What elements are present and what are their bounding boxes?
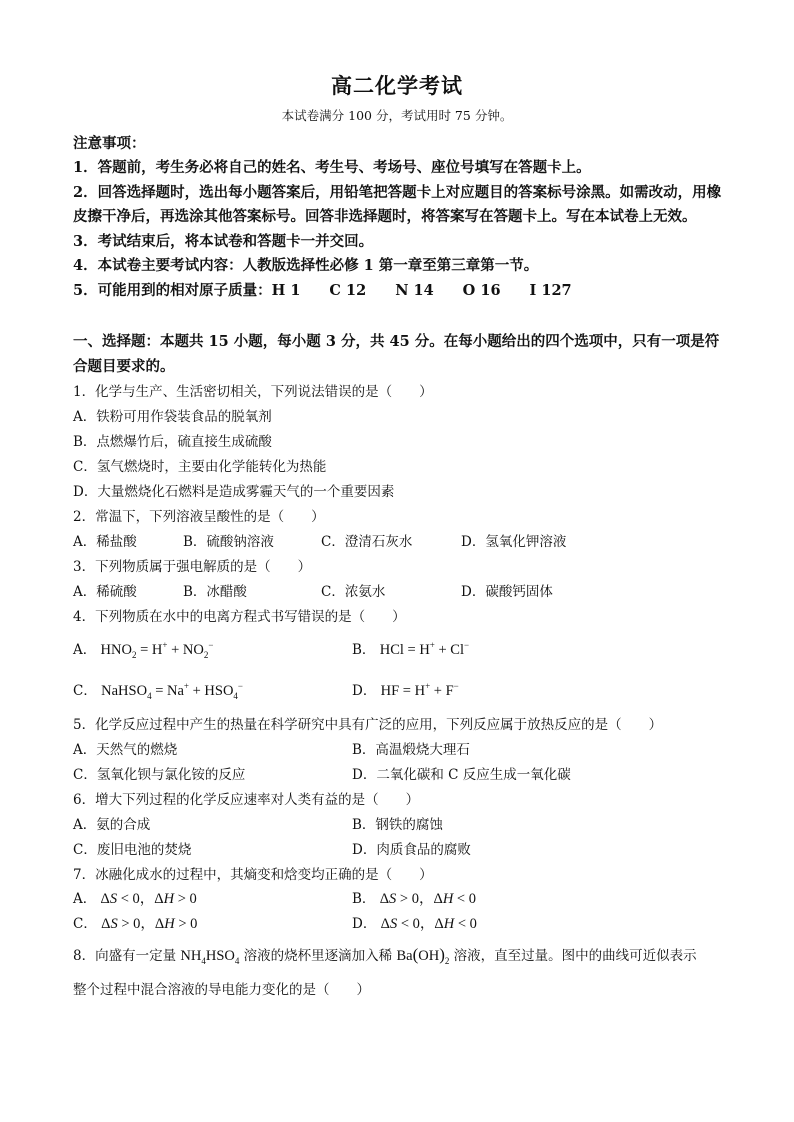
formula-nh4hso4: $NH_4HSO_4$ (180, 948, 240, 966)
text: 溶液，直至过量。图中的曲线可近似表示 (449, 948, 697, 964)
formula-baoh2: $Ba(OH)_2$ (396, 945, 450, 966)
notice-item: 4．本试卷主要考试内容：人教版选择性必修 1 第一章至第三章第一节。 (73, 257, 539, 275)
q5-option-d: D．二氧化碳和 C 反应生成一氧化碳 (352, 767, 571, 783)
q6-option-b: B．钢铁的腐蚀 (352, 817, 443, 833)
inequality: ΔS > 0，ΔH > 0 (101, 916, 198, 932)
q7-option-d (352, 912, 477, 933)
notice-heading: 注意事项： (73, 135, 146, 152)
notice-item: 2．回答选择题时，选出每小题答案后，用铅笔把答题卡上对应题目的答案标号涂黑。如需改动，用橡皮擦干净后，再选涂其他答案标号。回答非选择题时，将答案写在答题卡上。写在本试卷上无效。 (73, 183, 722, 226)
option-label: D． (352, 916, 377, 932)
option-label: B． (352, 642, 376, 658)
q5-option-b: B．高温煅烧大理石 (352, 742, 470, 758)
q5-option-a: A．天然气的燃烧 (73, 742, 178, 758)
q1-option-d: D．大量燃烧化石燃料是造成雾霾天气的一个重要因素 (73, 484, 395, 500)
q7-option-a (73, 887, 197, 908)
notice-item: 3．考试结束后，将本试卷和答题卡一并交回。 (73, 232, 374, 250)
q1-option-a: A．铁粉可用作袋装食品的脱氧剂 (73, 409, 272, 425)
q2-option-b: B．硫酸钠溶液 (183, 534, 274, 550)
equation: HCl = H+ + Cl− (379, 640, 470, 658)
question-1-stem: 1．化学与生产、生活密切相关，下列说法错误的是（ ） (73, 384, 433, 400)
q6-option-d: D．肉质食品的腐败 (352, 842, 471, 858)
notice-list (73, 156, 723, 304)
question-5-stem: 5．化学反应过程中产生的热量在科学研究中具有广泛的应用，下列反应属于放热反应的是（ ） (73, 717, 663, 733)
q2-option-c: C．澄清石灰水 (321, 534, 413, 550)
equation: HF = H+ + F− (380, 681, 459, 699)
inequality: ΔS < 0，ΔH > 0 (100, 891, 197, 907)
notice-item: 1．答题前，考生务必将自己的姓名、考生号、考场号、座位号填写在答题卡上。 (73, 159, 591, 176)
question-7-stem: 7．冰融化成水的过程中，其熵变和焓变均正确的是（ ） (73, 867, 433, 883)
q4-option-c (73, 679, 243, 701)
option-label: D． (352, 683, 377, 699)
q1-option-b: B．点燃爆竹后，硫直接生成硫酸 (73, 434, 272, 450)
q4-option-a (73, 638, 213, 660)
page-title: 高二化学考试 (331, 73, 463, 98)
inequality: ΔS < 0，ΔH < 0 (380, 916, 477, 932)
option-label: A． (73, 891, 97, 907)
option-label: B． (352, 891, 376, 907)
question-4-stem: 4．下列物质在水中的电离方程式书写错误的是（ ） (73, 609, 406, 625)
text: 溶液的烧杯里逐滴加入稀 (239, 948, 397, 964)
q4-option-d (352, 679, 459, 700)
equation: $HNO_2 = H^+ + NO_2^-$ (100, 640, 214, 660)
notice-item: 5．可能用到的相对原子质量：H 1 C 12 N 14 O 16 I 127 (73, 281, 572, 299)
q2-option-d: D．氢氧化钾溶液 (461, 534, 567, 550)
question-2-stem: 2．常温下，下列溶液呈酸性的是（ ） (73, 509, 325, 525)
q2-option-a: A．稀盐酸 (73, 534, 137, 550)
option-label: C． (73, 683, 97, 699)
q2-options (73, 530, 723, 550)
q6-option-a: A．氨的合成 (73, 817, 151, 833)
option-label: A． (73, 642, 97, 658)
q3-option-c: C．浓氨水 (321, 584, 386, 600)
q6-option-c: C．废旧电池的焚烧 (73, 842, 192, 858)
option-label: C． (73, 916, 97, 932)
equation: NaHSO$_4$ = $Na^+ + HSO_4^-$ (101, 681, 243, 701)
text: 8．向盛有一定量 (73, 948, 181, 964)
q5-option-c: C．氢氧化钡与氯化铵的反应 (73, 767, 246, 783)
question-8-stem-line1 (73, 944, 723, 966)
q3-option-b: B．冰醋酸 (183, 584, 247, 600)
exam-info: 本试卷满分 100 分，考试用时 75 分钟。 (281, 108, 513, 123)
q7-option-c (73, 912, 197, 933)
question-3-stem: 3．下列物质属于强电解质的是（ ） (73, 559, 312, 575)
inequality: ΔS > 0，ΔH < 0 (379, 891, 476, 907)
q3-option-d: D．碳酸钙固体 (461, 584, 553, 600)
question-6-stem: 6．增大下列过程的化学反应速率对人类有益的是（ ） (73, 792, 420, 808)
q4-option-b (352, 638, 469, 659)
q7-option-b (352, 887, 476, 908)
q3-option-a: A．稀硫酸 (73, 584, 137, 600)
question-8-stem-line2: 整个过程中混合溶液的导电能力变化的是（ ） (73, 982, 370, 998)
q3-options (73, 580, 723, 600)
q1-option-c: C．氢气燃烧时，主要由化学能转化为热能 (73, 459, 327, 475)
section-heading: 一、选择题：本题共 15 小题，每小题 3 分，共 45 分。在每小题给出的四个选项中，只有一项是符合题目要求的。 (73, 333, 720, 375)
